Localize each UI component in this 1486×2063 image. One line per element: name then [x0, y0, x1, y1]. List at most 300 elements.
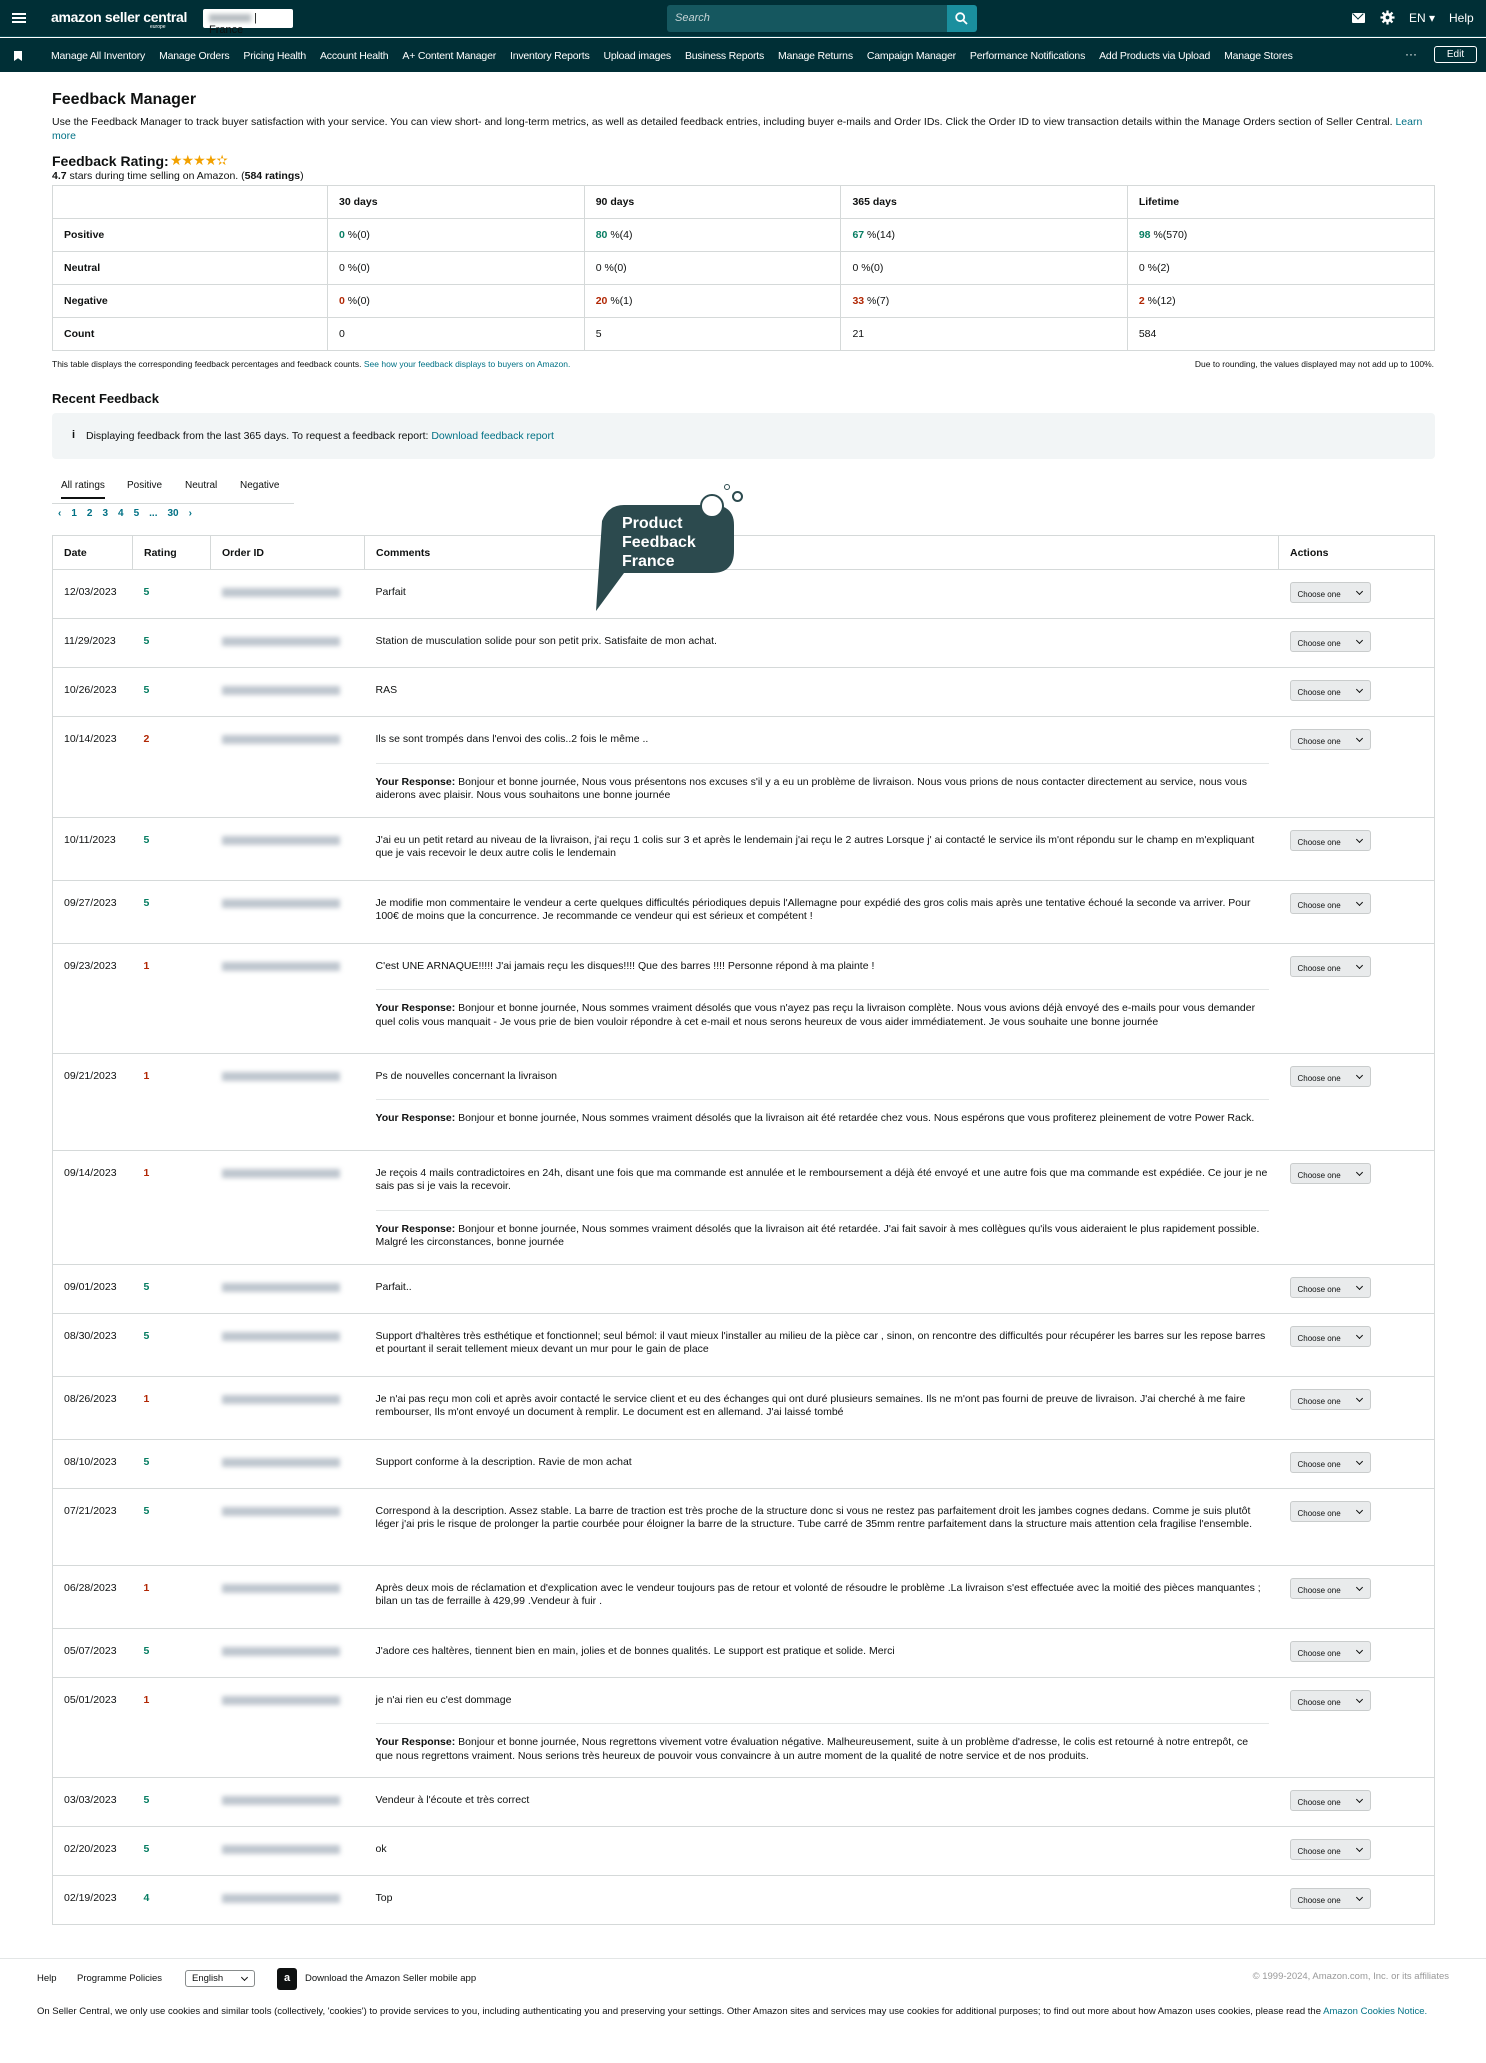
row-rating: 5	[133, 880, 211, 943]
metrics-cell	[584, 318, 841, 351]
comment-text: Station de musculation solide pour son petit prix. Satisfaite de mon achat.	[375, 635, 717, 647]
row-rating: 5	[133, 1628, 211, 1677]
metrics-value: 67	[852, 229, 865, 241]
order-id-redacted[interactable]	[222, 1332, 340, 1341]
row-actions	[1279, 1264, 1435, 1313]
page-link-8[interactable]: ›	[188, 508, 192, 519]
row-date: 09/01/2023	[53, 1264, 133, 1313]
seller-response	[376, 1210, 1269, 1250]
row-rating: 5	[133, 817, 211, 880]
table-row	[53, 817, 1435, 880]
footer	[0, 1958, 1486, 2063]
metrics-table	[52, 185, 1435, 351]
row-rating: 1	[133, 1677, 211, 1778]
page-link-6[interactable]: ...	[149, 508, 158, 519]
row-order-id[interactable]	[211, 570, 365, 619]
comment-text: RAS	[375, 684, 398, 696]
metrics-value: 0	[339, 262, 345, 274]
order-id-redacted[interactable]	[222, 1458, 340, 1467]
choose-action-dropdown[interactable]: Choose one	[1290, 1163, 1371, 1184]
metrics-row	[53, 252, 1435, 285]
row-date: 08/30/2023	[53, 1313, 133, 1376]
comment-text: Je reçois 4 mails contradictoires en 24h, disant une fois que ma commande est annulée et le remboursement a déjà été envoyé et une autre fois que ma commande est expédiée. Ce jour je ne sais pas si je vais la recevoir.	[375, 1166, 1268, 1192]
row-date: 07/21/2023	[53, 1488, 133, 1565]
menu-icon[interactable]	[12, 13, 26, 23]
row-actions	[1279, 1677, 1435, 1778]
row-comment	[365, 943, 1279, 1053]
metrics-value: 80	[595, 229, 608, 241]
row-rating: 5	[133, 1827, 211, 1876]
page-title: Feedback Manager	[52, 91, 197, 108]
metrics-header-2: 365 days	[841, 186, 1127, 219]
row-date: 09/21/2023	[53, 1053, 133, 1150]
table-row	[53, 943, 1435, 1053]
row-rating: 5	[133, 619, 211, 668]
comment-text: Support d'haltères très esthétique et fonctionnel; seul bémol: il vaut mieux l'installer au milieu de la pièce car , sinon, on rencontre des difficultés pour récupérer les barres sur les repose barres et pourtant il serait tellement mieux devant un mur pour le gain de place	[375, 1329, 1266, 1355]
column-actions: Actions	[1279, 536, 1435, 570]
row-comment	[365, 1376, 1279, 1439]
response-label: Your Response:	[375, 1002, 456, 1014]
metrics-count: %(0)	[601, 262, 627, 274]
amazon-app-icon: a	[277, 1968, 297, 1990]
row-order-id[interactable]	[211, 1264, 365, 1313]
tab-positive[interactable]: Positive	[127, 480, 163, 491]
response-text: Bonjour et bonne journée, Nous sommes vraiment désolés que vous n'ayez pas reçu la livraison complète. Nous vous avions déjà envoyé des e-mails pour vous demander quel colis vous manquait - Je vous prie de bien vouloir répondre à cet e-mail et nous serons heureux de vous aider immédiatement. Je vous souhaite une bonne journée	[375, 1002, 1256, 1028]
response-text: Bonjour et bonne journée, Nous sommes vraiment désolés que la livraison ait été retardée. J'ai fait savoir à mes collègues qu'ils vous aideraient le plus rapidement possible. Malgré les circonstances, bonne journée	[375, 1222, 1260, 1248]
row-order-id[interactable]	[211, 1876, 365, 1925]
table-row	[53, 880, 1435, 943]
metrics-count: %(7)	[864, 295, 890, 307]
order-id-redacted[interactable]	[222, 1894, 340, 1903]
metrics-cell	[841, 285, 1127, 318]
cookie-notice: On Seller Central, we only use cookies and similar tools (collectively, 'cookies') to provide services to you, including authenticating you and preserving your settings. Other Amazon sites and services may use cookies for additional purposes; to find out more about how Amazon uses cookies, please read the Amazon Cookies Notice.	[37, 2006, 1428, 2017]
page-link-5[interactable]: 5	[133, 508, 140, 519]
table-row	[53, 570, 1435, 619]
rounding-note: Due to rounding, the values displayed may not add up to 100%.	[1194, 359, 1434, 369]
comment-text: J'adore ces haltères, tiennent bien en main, jolies et de bonnes qualités. Le support est pratique et solide. Merci	[375, 1644, 895, 1657]
nav-item-11[interactable]: Add Products via Upload	[1099, 50, 1211, 62]
row-order-id[interactable]	[211, 1628, 365, 1677]
order-id-redacted[interactable]	[222, 1647, 340, 1656]
metrics-value: 2	[1138, 295, 1145, 307]
table-row	[53, 1150, 1435, 1264]
footer-copyright: © 1999-2024, Amazon.com, Inc. or its affiliates	[1252, 1971, 1449, 1982]
comment-text: Correspond à la description. Assez stable. La barre de traction est très proche de la structure donc si vous ne restez pas parfaitement droit les jambes cognes dedans. Comme je suis plutôt léger j'ai pris le risque de prolonger la partie courbée pour éloigner la barre de la structure. Tube carré de 35mm rentre parfaitement dans la structure mais attention cela fragilise l'ensemble.	[375, 1504, 1253, 1530]
metrics-row	[53, 285, 1435, 318]
table-row	[53, 1488, 1435, 1565]
page-link-1[interactable]: 1	[71, 508, 77, 519]
nav-item-3[interactable]: Account Health	[320, 50, 389, 62]
row-order-id[interactable]	[211, 619, 365, 668]
metrics-cell	[328, 252, 585, 285]
order-id-redacted[interactable]	[222, 1395, 340, 1404]
metrics-header-3: Lifetime	[1127, 186, 1434, 219]
nav-item-2[interactable]: Pricing Health	[243, 50, 306, 62]
row-order-id[interactable]	[211, 1827, 365, 1876]
row-comment	[365, 1628, 1279, 1677]
choose-action-dropdown[interactable]: Choose one	[1290, 1790, 1371, 1811]
metrics-value: 0	[595, 262, 602, 274]
metrics-cell	[584, 219, 841, 252]
account-name-redacted	[209, 14, 251, 22]
footer-language-select[interactable]: English	[185, 1970, 255, 1987]
order-id-redacted[interactable]	[222, 1796, 340, 1805]
metrics-cell	[1127, 252, 1434, 285]
comment-text: C'est UNE ARNAQUE!!!!! J'ai jamais reçu les disques!!!! Que des barres !!!! Personne répond à ma plainte !	[375, 959, 875, 972]
metrics-cell	[328, 318, 585, 351]
nav-item-7[interactable]: Business Reports	[684, 50, 765, 62]
info-icon: i	[72, 429, 76, 441]
row-date: 12/03/2023	[53, 570, 133, 619]
choose-action-dropdown[interactable]: Choose one	[1290, 1066, 1371, 1087]
metrics-count: 584	[1138, 328, 1157, 340]
row-actions	[1279, 1565, 1435, 1628]
badge-bubble-small	[724, 484, 730, 490]
choose-action-dropdown[interactable]: Choose one	[1290, 729, 1371, 750]
order-id-redacted[interactable]	[222, 1283, 340, 1292]
row-date: 10/26/2023	[53, 668, 133, 717]
nav-item-10[interactable]: Performance Notifications	[969, 50, 1086, 62]
nav-item-5[interactable]: Inventory Reports	[510, 50, 590, 62]
nav-item-8[interactable]: Manage Returns	[778, 50, 853, 62]
row-rating: 1	[133, 1565, 211, 1628]
account-switcher[interactable]	[203, 9, 293, 36]
row-actions	[1279, 1439, 1435, 1488]
row-comment	[365, 717, 1279, 818]
page-link-0[interactable]: ‹	[58, 508, 62, 519]
tab-negative[interactable]: Negative	[240, 480, 280, 491]
choose-action-dropdown[interactable]: Choose one	[1290, 893, 1371, 914]
comment-text: ok	[375, 1843, 387, 1855]
order-id-redacted[interactable]	[222, 836, 340, 845]
nav-item-12[interactable]: Manage Stores	[1224, 50, 1293, 62]
choose-action-dropdown[interactable]: Choose one	[1290, 1690, 1371, 1711]
choose-action-dropdown[interactable]: Choose one	[1290, 1888, 1371, 1909]
row-date: 08/26/2023	[53, 1376, 133, 1439]
response-text: Bonjour et bonne journée, Nous sommes vraiment désolés que la livraison ait été retardée chez vous. Nous espérons que vous profiterez pleinement de votre Power Rack.	[458, 1112, 1255, 1124]
gear-icon[interactable]	[1380, 10, 1395, 25]
metrics-value: 0	[1138, 262, 1145, 274]
row-order-id[interactable]	[211, 1053, 365, 1150]
metrics-header-row	[53, 186, 1435, 219]
comment-text: Parfait	[375, 586, 406, 598]
row-comment	[365, 1677, 1279, 1778]
order-id-redacted[interactable]	[222, 735, 340, 744]
row-rating: 5	[133, 1264, 211, 1313]
cookies-notice-link[interactable]: Amazon Cookies Notice.	[1323, 2006, 1428, 2017]
row-comment	[365, 1150, 1279, 1264]
row-actions	[1279, 1827, 1435, 1876]
row-order-id[interactable]	[211, 1488, 365, 1565]
row-order-id[interactable]	[211, 943, 365, 1053]
order-id-redacted[interactable]	[222, 1507, 340, 1516]
row-date: 10/11/2023	[53, 817, 133, 880]
row-comment	[365, 1439, 1279, 1488]
metrics-cell	[584, 252, 841, 285]
row-rating: 5	[133, 570, 211, 619]
table-row	[53, 619, 1435, 668]
row-date: 09/23/2023	[53, 943, 133, 1053]
nav-item-4[interactable]: A+ Content Manager	[402, 50, 497, 62]
metrics-header-1: 90 days	[584, 186, 841, 219]
metrics-cell	[841, 252, 1127, 285]
comment-text: Support conforme à la description. Ravie de mon achat	[375, 1455, 632, 1468]
metrics-cell	[841, 318, 1127, 351]
mail-icon[interactable]	[1352, 13, 1365, 23]
bookmark-icon[interactable]	[14, 51, 22, 61]
badge-bubble-medium	[732, 491, 743, 502]
row-comment	[365, 1313, 1279, 1376]
row-comment	[365, 880, 1279, 943]
row-date: 06/28/2023	[53, 1565, 133, 1628]
row-date: 05/07/2023	[53, 1628, 133, 1677]
metrics-count: %(0)	[344, 262, 370, 274]
page-link-2[interactable]: 2	[86, 508, 93, 519]
nav-item-0[interactable]: Manage All Inventory	[51, 50, 146, 62]
metrics-count: 21	[852, 328, 865, 340]
metrics-note: This table displays the corresponding feedback percentages and feedback counts. See how your feedback displays to buyers on Amazon.	[52, 359, 571, 369]
row-comment	[365, 1778, 1279, 1827]
order-id-redacted[interactable]	[222, 1845, 340, 1854]
metrics-value: 0	[852, 262, 859, 274]
row-rating: 1	[133, 1150, 211, 1264]
rating-tabs	[52, 474, 294, 504]
row-actions	[1279, 619, 1435, 668]
page-link-4[interactable]: 4	[118, 508, 124, 519]
page-link-7[interactable]: 30	[167, 508, 179, 519]
order-id-redacted[interactable]	[222, 899, 340, 908]
row-date: 05/01/2023	[53, 1677, 133, 1778]
metrics-count: %(14)	[864, 229, 896, 241]
comment-text: Vendeur à l'écoute et très correct	[375, 1794, 530, 1806]
edit-button[interactable]: Edit	[1434, 46, 1477, 63]
metrics-header-0: 30 days	[328, 186, 585, 219]
comment-text: Parfait..	[375, 1280, 412, 1293]
row-rating: 5	[133, 1313, 211, 1376]
nav-item-6[interactable]: Upload images	[603, 50, 671, 62]
metrics-value: 20	[595, 295, 608, 307]
comment-text: Je modifie mon commentaire le vendeur a certe quelques difficultés périodiques depuis l'Allemagne pour expédié des gros colis mais après une tentative échoué la seconde va arriver. Pour 100€ de moins que la concurrence. Je recommande ce vendeur qui est sérieux et compétent !	[375, 896, 1251, 922]
row-comment	[365, 1827, 1279, 1876]
metrics-cell	[841, 219, 1127, 252]
top-bar	[0, 0, 1486, 37]
row-order-id[interactable]	[211, 817, 365, 880]
metrics-cell	[1127, 285, 1434, 318]
learn-more-link[interactable]: Learn more	[52, 116, 1423, 142]
row-rating: 5	[133, 1778, 211, 1827]
recent-feedback-title: Recent Feedback	[52, 391, 159, 406]
row-date: 08/10/2023	[53, 1439, 133, 1488]
metrics-row	[53, 318, 1435, 351]
download-report-link[interactable]: Download feedback report	[431, 430, 554, 442]
row-actions	[1279, 1778, 1435, 1827]
row-order-id[interactable]	[211, 1677, 365, 1778]
star-rating-icon: ★★★★✫	[170, 152, 227, 168]
table-row	[53, 1628, 1435, 1677]
row-comment	[365, 1053, 1279, 1150]
rating-summary: 4.7 stars during time selling on Amazon. (584 ratings)	[52, 170, 304, 182]
column-comments: Comments	[365, 536, 1279, 570]
row-order-id[interactable]	[211, 1313, 365, 1376]
search-input[interactable]: Search	[667, 5, 947, 32]
metrics-count: %(4)	[607, 229, 633, 241]
row-rating: 2	[133, 717, 211, 818]
row-date: 02/19/2023	[53, 1876, 133, 1925]
row-rating: 1	[133, 943, 211, 1053]
row-order-id[interactable]	[211, 717, 365, 818]
metrics-count: %(0)	[344, 229, 370, 241]
order-id-redacted[interactable]	[222, 588, 340, 597]
order-id-redacted[interactable]	[222, 1696, 340, 1705]
row-date: 09/14/2023	[53, 1150, 133, 1264]
pagination	[58, 508, 202, 519]
comment-text: je n'ai rien eu c'est dommage	[375, 1693, 512, 1706]
nav-items	[51, 50, 1307, 62]
choose-action-dropdown[interactable]: Choose one	[1290, 1501, 1371, 1522]
search-icon	[955, 12, 968, 25]
row-actions	[1279, 1376, 1435, 1439]
row-actions	[1279, 1876, 1435, 1925]
comment-text: Top	[375, 1892, 393, 1904]
choose-action-dropdown[interactable]: Choose one	[1290, 1452, 1371, 1473]
response-label: Your Response:	[375, 1222, 456, 1235]
order-id-redacted[interactable]	[222, 962, 340, 971]
logo-region: europe	[150, 24, 166, 30]
choose-action-dropdown[interactable]: Choose one	[1290, 680, 1371, 701]
row-order-id[interactable]	[211, 1565, 365, 1628]
metrics-count: %(0)	[344, 295, 370, 307]
row-actions	[1279, 1150, 1435, 1264]
footer-policies-link[interactable]: Programme Policies	[77, 1973, 162, 1984]
metrics-cell	[1127, 318, 1434, 351]
metrics-cell	[584, 285, 841, 318]
order-id-redacted[interactable]	[222, 637, 340, 646]
table-row	[53, 1778, 1435, 1827]
row-order-id[interactable]	[211, 880, 365, 943]
footer-app-link[interactable]: Download the Amazon Seller mobile app	[305, 1973, 477, 1984]
choose-action-dropdown[interactable]: Choose one	[1290, 830, 1371, 851]
row-order-id[interactable]	[211, 1150, 365, 1264]
choose-action-dropdown[interactable]: Choose one	[1290, 582, 1371, 603]
tab-all-ratings[interactable]: All ratings	[61, 480, 105, 499]
metrics-count: 0	[339, 328, 345, 340]
nav-item-1[interactable]: Manage Orders	[159, 50, 230, 62]
row-date: 10/14/2023	[53, 717, 133, 818]
row-rating: 4	[133, 1876, 211, 1925]
response-label: Your Response:	[375, 1112, 456, 1124]
choose-action-dropdown[interactable]: Choose one	[1290, 1326, 1371, 1347]
table-row	[53, 1827, 1435, 1876]
response-label: Your Response:	[375, 1736, 456, 1748]
buyer-display-link[interactable]: See how your feedback displays to buyers on Amazon.	[363, 359, 571, 369]
metrics-row-label: Positive	[53, 219, 328, 252]
help-link[interactable]: Help	[1449, 11, 1474, 25]
row-actions	[1279, 1628, 1435, 1677]
metrics-count: %(570)	[1150, 229, 1188, 241]
metrics-row-label: Count	[53, 318, 328, 351]
order-id-redacted[interactable]	[222, 1169, 340, 1178]
table-row	[53, 1677, 1435, 1778]
footer-help-link[interactable]: Help	[37, 1973, 57, 1984]
row-rating: 5	[133, 1488, 211, 1565]
table-row	[53, 1264, 1435, 1313]
order-id-redacted[interactable]	[222, 686, 340, 695]
row-actions	[1279, 943, 1435, 1053]
row-actions	[1279, 1313, 1435, 1376]
table-row	[53, 1565, 1435, 1628]
row-comment	[365, 817, 1279, 880]
metrics-count: 5	[595, 328, 602, 340]
row-order-id[interactable]	[211, 668, 365, 717]
metrics-row-label: Negative	[53, 285, 328, 318]
seller-response	[376, 1099, 1269, 1126]
row-rating: 1	[133, 1376, 211, 1439]
language-selector[interactable]: EN ▾	[1409, 11, 1436, 25]
choose-action-dropdown[interactable]: Choose one	[1290, 1578, 1371, 1599]
choose-action-dropdown[interactable]: Choose one	[1290, 1389, 1371, 1410]
row-comment	[365, 1565, 1279, 1628]
row-comment	[365, 619, 1279, 668]
order-id-redacted[interactable]	[222, 1072, 340, 1081]
choose-action-dropdown[interactable]: Choose one	[1290, 956, 1371, 977]
tab-neutral[interactable]: Neutral	[185, 480, 218, 491]
nav-item-9[interactable]: Campaign Manager	[866, 50, 956, 62]
metrics-count: %(2)	[1144, 262, 1170, 274]
row-order-id[interactable]	[211, 1778, 365, 1827]
page-link-3[interactable]: 3	[102, 508, 109, 519]
choose-action-dropdown[interactable]: Choose one	[1290, 631, 1371, 652]
metrics-cell	[328, 219, 585, 252]
badge-text: Product Feedback France	[622, 515, 696, 570]
more-icon[interactable]: ···	[1405, 47, 1417, 61]
search-button[interactable]	[947, 5, 977, 32]
choose-action-dropdown[interactable]: Choose one	[1290, 1839, 1371, 1860]
table-row	[53, 1376, 1435, 1439]
row-date: 02/20/2023	[53, 1827, 133, 1876]
logo[interactable]: amazon seller central	[51, 9, 188, 25]
metrics-value: 0	[339, 295, 345, 307]
choose-action-dropdown[interactable]: Choose one	[1290, 1277, 1371, 1298]
comment-text: Ps de nouvelles concernant la livraison	[375, 1069, 558, 1082]
metrics-row-label: Neutral	[53, 252, 328, 285]
table-row	[53, 668, 1435, 717]
row-comment	[365, 1876, 1279, 1925]
seller-response	[376, 989, 1269, 1029]
metrics-value: 98	[1138, 229, 1151, 241]
intro-text: Use the Feedback Manager to track buyer satisfaction with your service. You can view short- and long-term metrics, as well as detailed feedback entries, including buyer e-mails and Order IDs. Click the Order ID to view transaction details within the Manage Orders section of Seller Central. Learn more	[52, 116, 1423, 142]
row-date: 11/29/2023	[53, 619, 133, 668]
table-header-row	[53, 536, 1435, 570]
order-id-redacted[interactable]	[222, 1584, 340, 1593]
metrics-row	[53, 219, 1435, 252]
row-actions	[1279, 817, 1435, 880]
comment-text: Ils se sont trompés dans l'envoi des colis..2 fois le même ..	[375, 733, 649, 745]
row-order-id[interactable]	[211, 1376, 365, 1439]
row-date: 03/03/2023	[53, 1778, 133, 1827]
row-order-id[interactable]	[211, 1439, 365, 1488]
metrics-count: %(0)	[858, 262, 884, 274]
column-order-id: Order ID	[211, 536, 365, 570]
row-comment	[365, 668, 1279, 717]
choose-action-dropdown[interactable]: Choose one	[1290, 1641, 1371, 1662]
row-comment	[365, 570, 1279, 619]
comment-text: J'ai eu un petit retard au niveau de la livraison, j'ai reçu 1 colis sur 3 et après le lendemain j'ai reçu le 2 autres Lorsque j' ai contacté le service ils m'ont répondu sur le champ en m'expliquant que je vais recevoir le deux autre colis le lendemain	[375, 833, 1255, 859]
row-actions	[1279, 1053, 1435, 1150]
table-row	[53, 1439, 1435, 1488]
info-banner: i Displaying feedback from the last 365 days. To request a feedback report: Download feedback report	[52, 413, 1435, 459]
metrics-cell	[1127, 219, 1434, 252]
table-row	[53, 1053, 1435, 1150]
